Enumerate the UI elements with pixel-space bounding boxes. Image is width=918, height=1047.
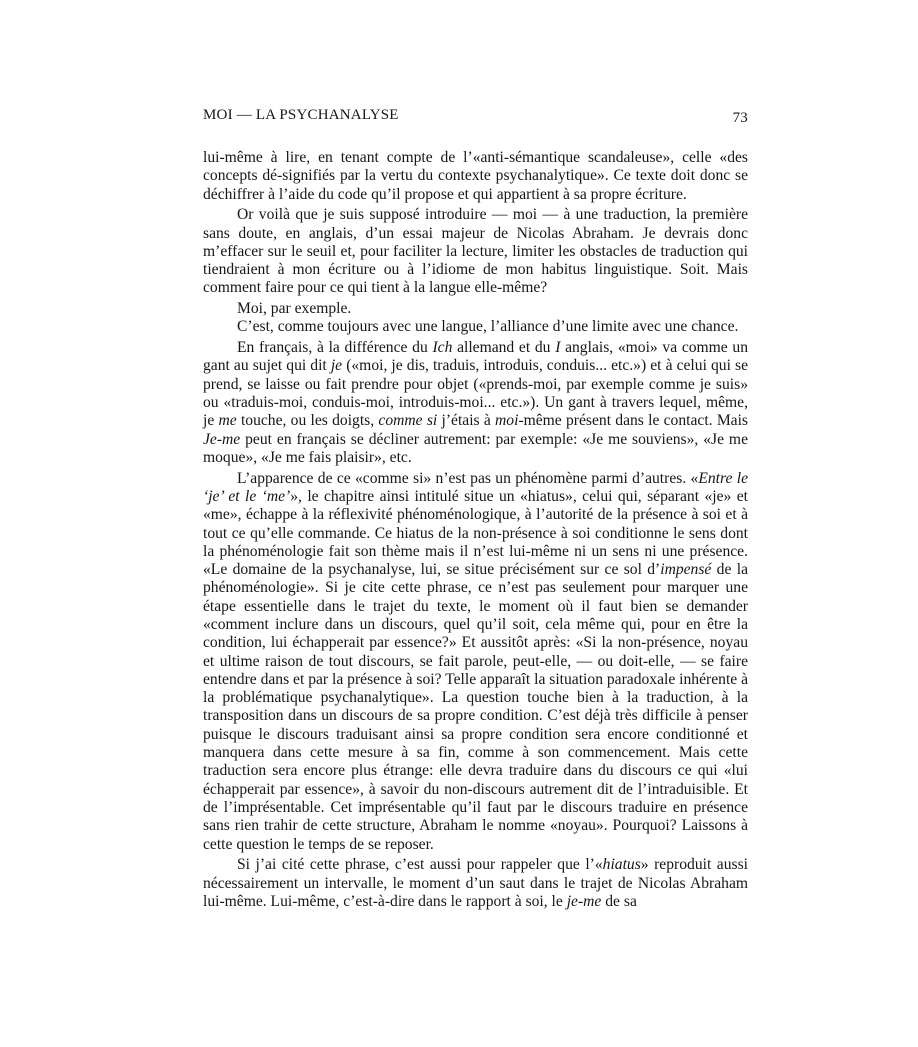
- text-run: -même présent dans le contact. Mais: [518, 412, 749, 430]
- text-run: («moi, je dis, traduis, introduis, conduis... etc.») et à celui qui se prend, se laisse ou fait prendre pour objet («prends-moi, par exemple comme je suis» ou «traduis-moi, conduis-moi, introduis-moi... etc.»). Un gant à travers lequel, même, je: [203, 357, 748, 430]
- italic-run: Entre le ‘je’ et le ‘me’: [203, 469, 748, 505]
- italic-run: Ich: [432, 339, 453, 357]
- paragraph-5: [203, 339, 748, 467]
- italic-run: Je-me: [203, 430, 241, 448]
- italic-run: moi: [495, 412, 519, 430]
- italic-run: comme si: [378, 412, 438, 430]
- paragraph-4: C’est, comme toujours avec une langue, l’alliance d’une limite avec une chance.: [237, 318, 739, 336]
- page-number: 73: [732, 110, 748, 126]
- text-run: de sa: [601, 892, 637, 910]
- paragraph-1: lui-même à lire, en tenant compte de l’«anti-sémantique scandaleuse», celle «des concepts dé-signifiés par la vertu du contexte psychanalytique». Ce texte doit donc se déchiffrer à l’aide du code qu’il propose et qui appartient à sa propre écriture.: [203, 149, 748, 203]
- paragraph-2: Or voilà que je suis supposé introduire — moi — à une traduction, la première sans doute, en anglais, d’un essai majeur de Nicolas Abraham. Je devrais donc m’effacer sur le seuil et, pour faciliter la lecture, limiter les obstacles de traduction qui tiendraient à mon écriture ou à l’idiome de mon habitus linguistique. Soit. Mais comment faire pour ce qui tient à la langue elle-même?: [203, 206, 748, 297]
- chapter-title: MOI — LA PSYCHANALYSE: [203, 107, 399, 123]
- italic-run: je-me: [566, 892, 602, 910]
- italic-run: impensé: [660, 561, 712, 579]
- text-run: j’étais à: [437, 412, 496, 430]
- italic-run: hiatus: [602, 856, 641, 874]
- text-run: de la phénoménologie». Si je cite cette phrase, ce n’est pas seulement pour marquer une étape essentielle dans le trajet du texte, le moment où il faut bien se demander «comment inclure dans un discours, quel qu’il soit, cela même qui, pour en être la condition, lui échapperait par essence?» Et aussitôt après: «Si la non-présence, noyau et ultime raison de tout discours, se fait parole, peut-elle, — ou doit-elle, — se faire entendre dans et par la présence à soi? Telle apparaît la situation paradoxale inhérente à la problématique psychanalytique». La question touche bien à la traduction, à la transposition dans un discours de sa propre condition. C’est déjà très difficile à penser puisque le discours traduisant ainsi sa propre condition sera encore conditionné et manquera dans cette mesure à sa fin, comme à son commencement. Mais cette traduction sera encore plus étrange: elle devra traduire dans du discours ce qui «lui échapperait par essence», à savoir du non-discours autrement dit de l’intraduisible. Et de l’imprésentable. Cet imprésentable qu’il faut par le discours traduire en présence sans rien trahir de cette structure, Abraham le nomme «noyau». Pourquoi? Laissons à cette question le temps de se reposer.: [203, 561, 749, 853]
- text-run: Si j’ai cité cette phrase, c’est aussi pour rappeler que l’«: [237, 856, 603, 874]
- text-run: anglais, «moi» va comme un gant au sujet qui dit: [203, 339, 749, 375]
- text-run: » reproduit aussi nécessairement un intervalle, le moment d’un saut dans le trajet de Nicolas Abraham lui-même. Lui-même, c’est-à-dire dans le rapport à soi, le: [203, 856, 748, 910]
- italic-run: I: [555, 339, 561, 357]
- text-run: », le chapitre ainsi intitulé situe un «hiatus», celui qui, séparant «je» et «me», échappe à la réflexivité phénoménologique, à l’autorité de la présence à soi et à tout ce qu’elle commande. Ce hiatus de la non-présence à soi conditionne le sens dont la phénoménologie fait son thème mais il n’est lui-même ni un sens ni une présence. «Le domaine de la psychanalyse, lui, se situe précisément sur ce sol d’: [203, 487, 748, 579]
- italic-run: me: [218, 412, 237, 430]
- text-run: L’apparence de ce «comme si» n’est pas un phénomène parmi d’autres. «: [237, 469, 699, 487]
- paragraph-3: Moi, par exemple.: [237, 300, 352, 318]
- text-run: touche, ou les doigts,: [236, 412, 379, 430]
- italic-run: je: [330, 357, 343, 375]
- paragraph-7: [203, 856, 748, 911]
- text-run: allemand et du: [452, 339, 556, 357]
- text-run: peut en français se décliner autrement: par exemple: «Je me souviens», «Je me moque», «Je me fais plaisir», etc.: [203, 430, 748, 466]
- body-text: [203, 149, 748, 914]
- paragraph-6: [203, 470, 748, 854]
- text-run: En français, à la différence du: [237, 339, 433, 357]
